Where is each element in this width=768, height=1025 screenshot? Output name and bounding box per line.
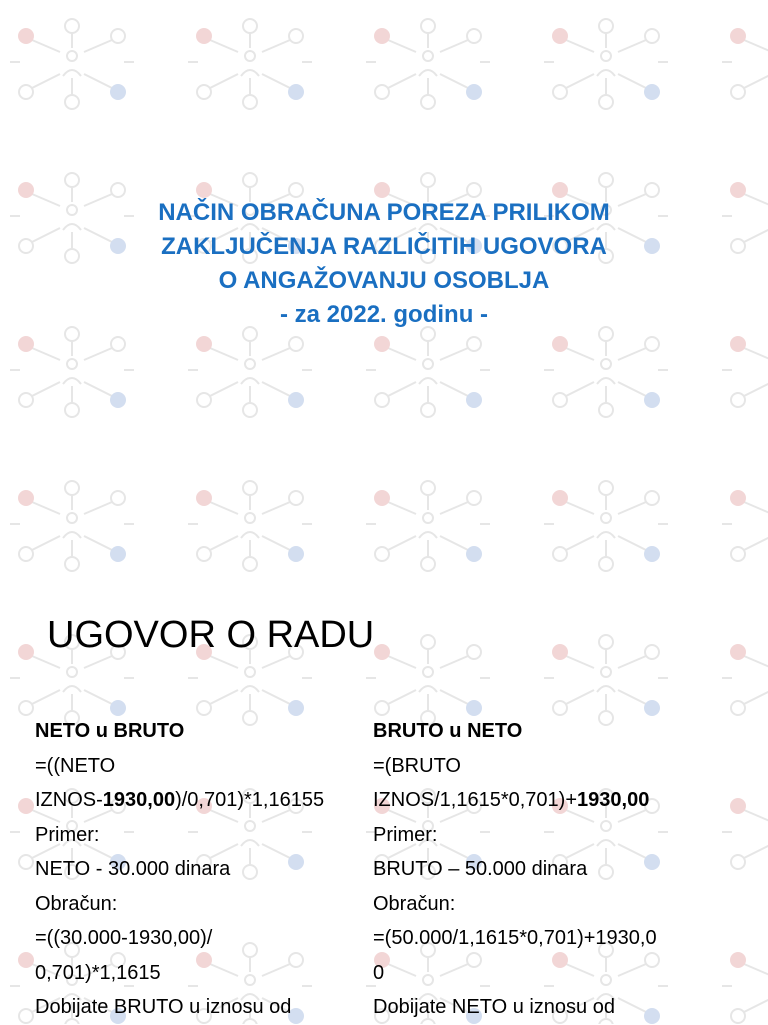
formula-text: IZNOS/1,1615*0,701)+	[373, 789, 578, 811]
calculation-line: 0,701)*1,1615	[35, 961, 161, 984]
cover-subtitle: - za 2022. godinu -	[279, 301, 489, 328]
column-heading: NETO u BRUTO	[35, 720, 185, 742]
calculation-label: Obračun:	[35, 892, 118, 915]
formula-line: =(BRUTO	[373, 754, 461, 777]
column-heading: BRUTO u NETO	[373, 720, 523, 742]
formula-line	[35, 783, 375, 818]
neto-to-bruto-column	[35, 714, 375, 1025]
formula-text: )/0,701)*1,16155	[175, 789, 325, 811]
cover-title	[0, 196, 768, 332]
formula-constant: 1930,00	[577, 789, 650, 811]
example-label: Primer:	[373, 823, 438, 846]
bruto-to-neto-column	[373, 714, 713, 1025]
formula-constant: 1930,00	[102, 789, 176, 811]
calculation-label: Obračun:	[373, 892, 456, 915]
cover-title-line: ZAKLJUČENJA RAZLIČITIH UGOVORA	[161, 233, 607, 260]
calculation-line: =(50.000/1,1615*0,701)+1930,0	[373, 927, 657, 949]
content-slide	[0, 576, 768, 1024]
formula-line	[373, 783, 713, 818]
section-title: UGOVOR O RADU	[47, 614, 375, 656]
cover-title-line: O ANGAŽOVANJU OSOBLJA	[218, 267, 550, 294]
cover-title-line: NAČIN OBRAČUNA POREZA PRILIKOM	[158, 199, 610, 226]
example-value: BRUTO – 50.000 dinara	[373, 858, 588, 880]
formula-text: IZNOS-	[35, 789, 103, 811]
calculation-line: =((30.000-1930,00)/	[35, 927, 213, 949]
result-text: Dobijate BRUTO u iznosu od	[35, 996, 292, 1018]
calculation-line: 0	[373, 961, 385, 984]
formula-line: =((NETO	[35, 754, 116, 777]
example-label: Primer:	[35, 823, 100, 846]
example-value: NETO - 30.000 dinara	[35, 858, 231, 880]
result-text: Dobijate NETO u iznosu od	[373, 996, 615, 1018]
